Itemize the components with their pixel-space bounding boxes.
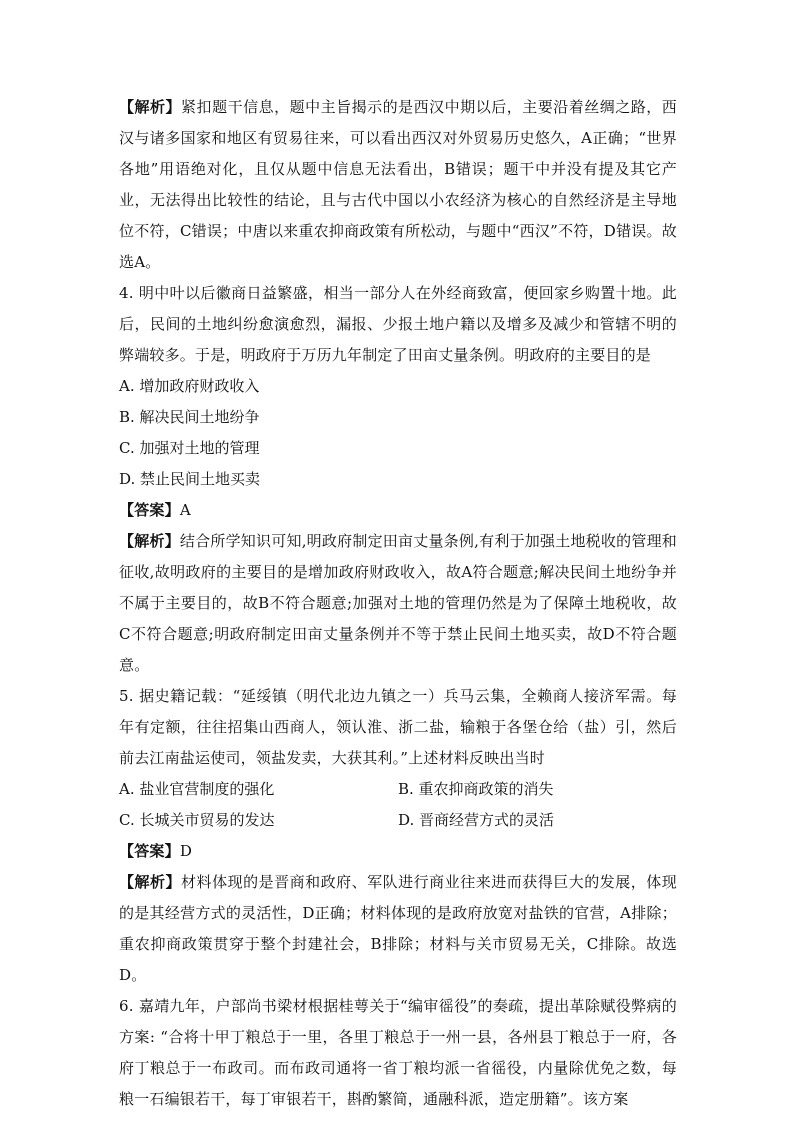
analysis-tag: 【解析】: [119, 98, 182, 116]
q5-option-b: B. 重农抑商政策的消失: [398, 780, 554, 798]
q5-stem: 5. 据史籍记载：“延绥镇（明代北边九镇之一）兵马云集，全赖商人接济军需。每年有定额，往往招集山西商人，领认淮、浙二盐，输粮于各堡仓给（盐）引，然后前去江南盐运使司，领盐发卖，大获其利。”上述材料反映出当时: [119, 687, 677, 767]
document-page: [119, 92, 677, 1115]
q4-option-a: A. 增加政府财政收入: [119, 377, 260, 395]
q5-option-c: C. 长城关市贸易的发达: [119, 811, 275, 829]
q4-option-b: B. 解决民间土地纷争: [119, 408, 260, 426]
q5-option-a: A. 盐业官营制度的强化: [119, 780, 275, 798]
analysis-text: 材料体现的是晋商和政府、军队进行商业往来进而获得巨大的发展，体现的是其经营方式的灵活性，D正确；材料体现的是政府放宽对盐铁的官营，A排除；重农抑商政策贯穿于整个封建社会，B排除；材料与关市贸易无关，C排除。故选D。: [119, 873, 677, 984]
analysis-tag: 【解析】: [119, 532, 180, 550]
analysis-text: 结合所学知识可知,明政府制定田亩丈量条例,有利于加强土地税收的管理和征收,故明政府的主要目的是增加政府财政收入，故A符合题意;解决民间土地纷争并不属于主要目的，故B不符合题意;加强对土地的管理仍然是为了保障土地税收，故C不符合题意;明政府制定田亩丈量条例并不等于禁止民间土地买卖，故D不符合题意。: [119, 532, 677, 674]
q5-analysis: [119, 867, 677, 991]
analysis-tag: 【解析】: [119, 873, 182, 891]
answer-tag: 【答案】: [119, 501, 180, 519]
answer-tag: 【答案】: [119, 842, 180, 860]
q4-option-d: D. 禁止民间土地买卖: [119, 470, 261, 488]
q4-answer: [119, 495, 677, 526]
q4-option-c: C. 加强对土地的管理: [119, 439, 260, 457]
q5-options: [119, 774, 677, 836]
q6-stem: 6. 嘉靖九年，户部尚书梁材根据桂萼关于“编审徭役”的奏疏，提出革除赋役弊病的方案: “合将十甲丁粮总于一里，各里丁粮总于一州一县，各州县丁粮总于一府，各府丁粮总于一布政司。而布政司通将一省丁粮均派一省徭役，内量除优免之数，每粮一石编银若干，每丁审银若干，斟酌繁简，通融科派，造定册籍”。该方案: [119, 997, 677, 1108]
q5-answer: [119, 836, 677, 867]
analysis-text: 紧扣题干信息，题中主旨揭示的是西汉中期以后，主要沿着丝绸之路，西汉与诸多国家和地区有贸易往来，可以看出西汉对外贸易历史悠久，A正确；“世界各地”用语绝对化，且仅从题中信息无法看出，B错误；题干中并没有提及其它产业，无法得出比较性的结论，且与古代中国以小农经济为核心的自然经济是主导地位不符，C错误；中唐以来重农抑商政策有所松动，与题中“西汉”不符，D错误。故选A。: [119, 98, 677, 271]
q4-analysis: [119, 526, 677, 681]
q5-option-d: D. 晋商经营方式的灵活: [398, 811, 555, 829]
answer-value: D: [179, 842, 193, 860]
q4-stem: 4. 明中叶以后徽商日益繁盛，相当一部分人在外经商致富，便回家乡购置十地。此后，民间的土地纠纷愈演愈烈，漏报、少报土地户籍以及增多及减少和管辖不明的弊端较多。于是，明政府于万历九年制定了田亩丈量条例。明政府的主要目的是: [119, 284, 677, 364]
q3-analysis: [119, 92, 677, 278]
answer-value: A: [179, 501, 191, 519]
